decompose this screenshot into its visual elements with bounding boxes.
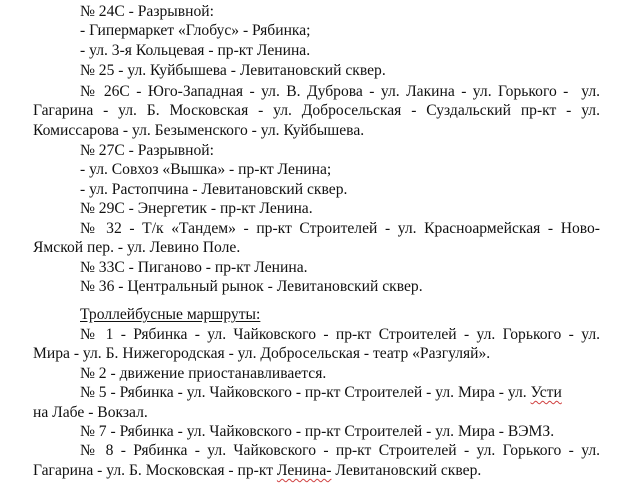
trolleybus-8-line-1: № 8 - Рябинка - ул. Чайковского - пр-кт Строителей - ул. Горького - ул. [80,442,600,459]
spellcheck-word: Ленина- [276,462,332,479]
route-27c-title: № 27С - Разрывной: [80,142,214,159]
trolleybus-5-line-2: на Лабе - Вокзал. [33,404,148,421]
trolleybus-1-line-1: № 1 - Рябинка - ул. Чайковского - пр-кт Строителей - ул. Горького - ул. [80,326,600,343]
trolleybus-1-line-2: Мира - ул. Б. Нижегородская - ул. Добросельская - театр «Разгуляй». [33,345,491,362]
trolleybus-8-line-2 [33,461,481,480]
trolleybus-5-line-1 [80,383,600,402]
route-26c-line-2: Гагарина - ул. Б. Московская - ул. Добросельская - Суздальский пр-кт - ул. [33,102,600,119]
spellcheck-word: Усти [530,384,562,401]
route-26c-line-1: № 26С - Юго-Западная - ул. В. Дуброва - ул. Лакина - ул. Горького - ул. [80,83,600,100]
route-32-line-2: Ямской пер. - ул. Левино Поле. [33,239,241,256]
route-24c-title: № 24С - Разрывной: [80,3,214,20]
trolleybus-2: № 2 - движение приостанавливается. [80,365,327,382]
route-29c: № 29С - Энергетик - пр-кт Ленина. [80,200,313,217]
route-33c: № 33С - Пиганово - пр-кт Ленина. [80,259,308,276]
route-24c-branch-b: - ул. 3-я Кольцевая - пр-кт Ленина. [80,42,311,59]
route-27c-branch-a: - ул. Совхоз «Вышка» - пр-кт Ленина; [80,161,332,178]
route-36: № 36 - Центральный рынок - Левитановский сквер. [80,278,423,295]
trolleybus-heading: Троллейбусные маршруты: [80,306,261,323]
route-27c-branch-b: - ул. Растопчина - Левитановский сквер. [80,181,348,198]
trolleybus-8-line-2-text-c: Левитановский сквер. [331,462,482,479]
route-24c-branch-a: - Гипермаркет «Глобус» - Рябинка; [80,22,311,39]
route-25: № 25 - ул. Куйбышева - Левитановский сквер. [80,62,386,79]
trolleybus-7: № 7 - Рябинка - ул. Чайковского - пр-кт Строителей - ул. Мира - ВЭМЗ. [80,423,555,440]
route-26c-line-3: Комиссарова - ул. Безыменского - ул. Куйбышева. [33,122,365,139]
trolleybus-5-line-1-text: № 5 - Рябинка - ул. Чайковского - пр-кт Строителей - ул. Мира - ул. [80,384,531,401]
route-32-line-1: № 32 - Т/к «Тандем» - пр-кт Строителей - ул. Красноармейская - Ново- [80,220,600,237]
trolleybus-8-line-2-text-a: Гагарина - ул. Б. Московская - пр-кт [33,462,277,479]
